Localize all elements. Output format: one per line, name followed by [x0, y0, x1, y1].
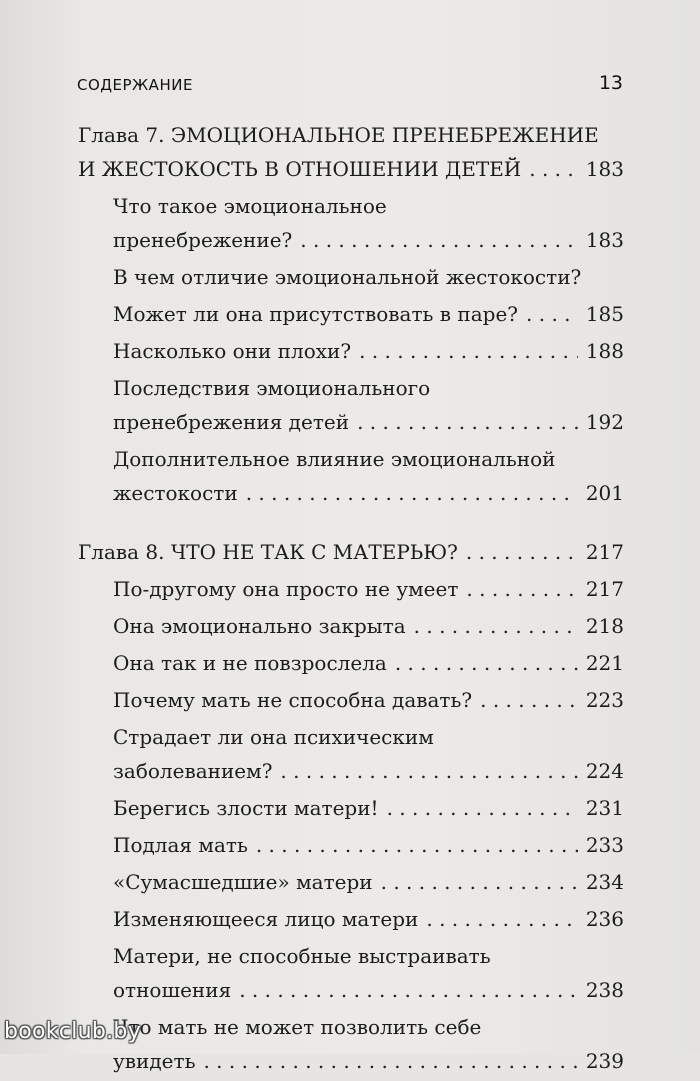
page-ref: 223 [585, 688, 624, 712]
section-title: жестокости [113, 481, 238, 505]
toc-section [78, 572, 624, 606]
chapter-title: Глава 7. ЭМОЦИОНАЛЬНОЕ ПРЕНЕБРЕЖЕНИЕ [78, 123, 599, 147]
toc-line [113, 720, 624, 754]
toc-section [78, 720, 624, 788]
toc-line [113, 371, 624, 405]
spacer [78, 513, 624, 535]
toc-section [78, 189, 624, 257]
dot-leader [256, 828, 578, 862]
site-watermark: bookclub.by [4, 1019, 142, 1044]
toc-section [78, 646, 624, 680]
section-title: увидеть [113, 1049, 196, 1073]
page-ref: 183 [585, 228, 624, 252]
toc-line [113, 189, 624, 223]
toc-line [78, 118, 624, 152]
toc-line [113, 902, 624, 936]
section-title: В чем отличие эмоциональной жестокости? [113, 265, 582, 289]
page-ref: 188 [585, 339, 624, 363]
toc-line [113, 260, 624, 294]
page-ref: 221 [585, 651, 624, 675]
page-ref: 234 [585, 870, 624, 894]
section-title: Матери, не способные выстраивать [113, 944, 491, 968]
page-ref: 185 [585, 302, 624, 326]
toc-section [78, 260, 624, 294]
section-title: Почему мать не способна давать? [113, 688, 473, 712]
toc-line [113, 572, 624, 606]
toc-line [78, 152, 624, 186]
chapter-title: И ЖЕСТОКОСТЬ В ОТНОШЕНИИ ДЕТЕЙ [78, 157, 522, 181]
page-ref: 218 [585, 614, 624, 638]
toc-section [78, 1010, 624, 1078]
toc-line [113, 973, 624, 1007]
dot-leader [357, 405, 578, 439]
page-ref: 238 [585, 978, 624, 1002]
section-title: Что мать не может позволить себе [113, 1015, 482, 1039]
toc-section [78, 865, 624, 899]
section-title: Она эмоционально закрыта [113, 614, 406, 638]
section-title: По-другому она просто не умеет [113, 577, 459, 601]
dot-leader [387, 791, 578, 825]
section-title: пренебрежения детей [113, 410, 350, 434]
toc-line [113, 476, 624, 510]
toc-line [113, 1044, 624, 1078]
page-header [77, 70, 623, 100]
toc-line [113, 405, 624, 439]
toc-line [78, 535, 624, 569]
section-title: отношения [113, 978, 232, 1002]
dot-leader [526, 297, 578, 331]
toc-section [78, 442, 624, 510]
section-title: Она так и не повзрослела [113, 651, 387, 675]
dot-leader [395, 646, 578, 680]
section-title: заболеванием? [113, 759, 273, 783]
page-ref: 233 [585, 833, 624, 857]
toc-line [113, 223, 624, 257]
chapter-title: Глава 8. ЧТО НЕ ТАК С МАТЕРЬЮ? [78, 540, 458, 564]
page-number: 13 [598, 72, 623, 94]
toc-line [113, 939, 624, 973]
section-title: Насколько они плохи? [113, 339, 352, 363]
section-title: пренебрежение? [113, 228, 293, 252]
toc-line [113, 865, 624, 899]
page-ref: 224 [585, 759, 624, 783]
toc-chapter-7 [78, 118, 624, 186]
dot-leader [239, 973, 578, 1007]
toc-section [78, 297, 624, 331]
section-title: Изменяющееся лицо матери [113, 907, 419, 931]
toc-line [113, 828, 624, 862]
toc-line [113, 442, 624, 476]
toc-chapter-8 [78, 535, 624, 569]
section-title: Дополнительное влияние эмоциональной [113, 447, 556, 471]
dot-leader [280, 754, 577, 788]
dot-leader [414, 609, 578, 643]
toc-section [78, 902, 624, 936]
dot-leader [381, 865, 578, 899]
dot-leader [466, 572, 577, 606]
page-ref: 217 [585, 540, 624, 564]
page-ref: 201 [585, 481, 624, 505]
toc-line [113, 1010, 624, 1044]
section-title: Может ли она присутствовать в паре? [113, 302, 519, 326]
toc-line [113, 609, 624, 643]
dot-leader [246, 476, 578, 510]
toc-section [78, 791, 624, 825]
dot-leader [466, 535, 578, 569]
dot-leader [203, 1044, 577, 1078]
toc-section [78, 828, 624, 862]
table-of-contents [78, 118, 624, 1081]
running-title: СОДЕРЖАНИЕ [77, 76, 193, 94]
toc-section [78, 939, 624, 1007]
dot-leader [359, 334, 578, 368]
dot-leader [529, 152, 578, 186]
page-ref: 239 [585, 1049, 624, 1073]
toc-section [78, 371, 624, 439]
page-ref: 192 [585, 410, 624, 434]
toc-section [78, 334, 624, 368]
page-ref: 236 [585, 907, 624, 931]
toc-section [78, 683, 624, 717]
section-title: Последствия эмоционального [113, 376, 431, 400]
toc-line [113, 791, 624, 825]
toc-line [113, 297, 624, 331]
dot-leader [426, 902, 577, 936]
toc-line [113, 646, 624, 680]
toc-line [113, 754, 624, 788]
section-title: Берегись злости матери! [113, 796, 379, 820]
toc-section [78, 609, 624, 643]
dot-leader [480, 683, 578, 717]
toc-line [113, 683, 624, 717]
page-ref: 183 [585, 157, 624, 181]
section-title: Подлая мать [113, 833, 248, 857]
dot-leader [300, 223, 578, 257]
page-ref: 231 [585, 796, 624, 820]
section-title: «Сумасшедшие» матери [113, 870, 373, 894]
section-title: Что такое эмоциональное [113, 194, 387, 218]
page-ref: 217 [585, 577, 624, 601]
toc-line [113, 334, 624, 368]
section-title: Страдает ли она психическим [113, 725, 434, 749]
